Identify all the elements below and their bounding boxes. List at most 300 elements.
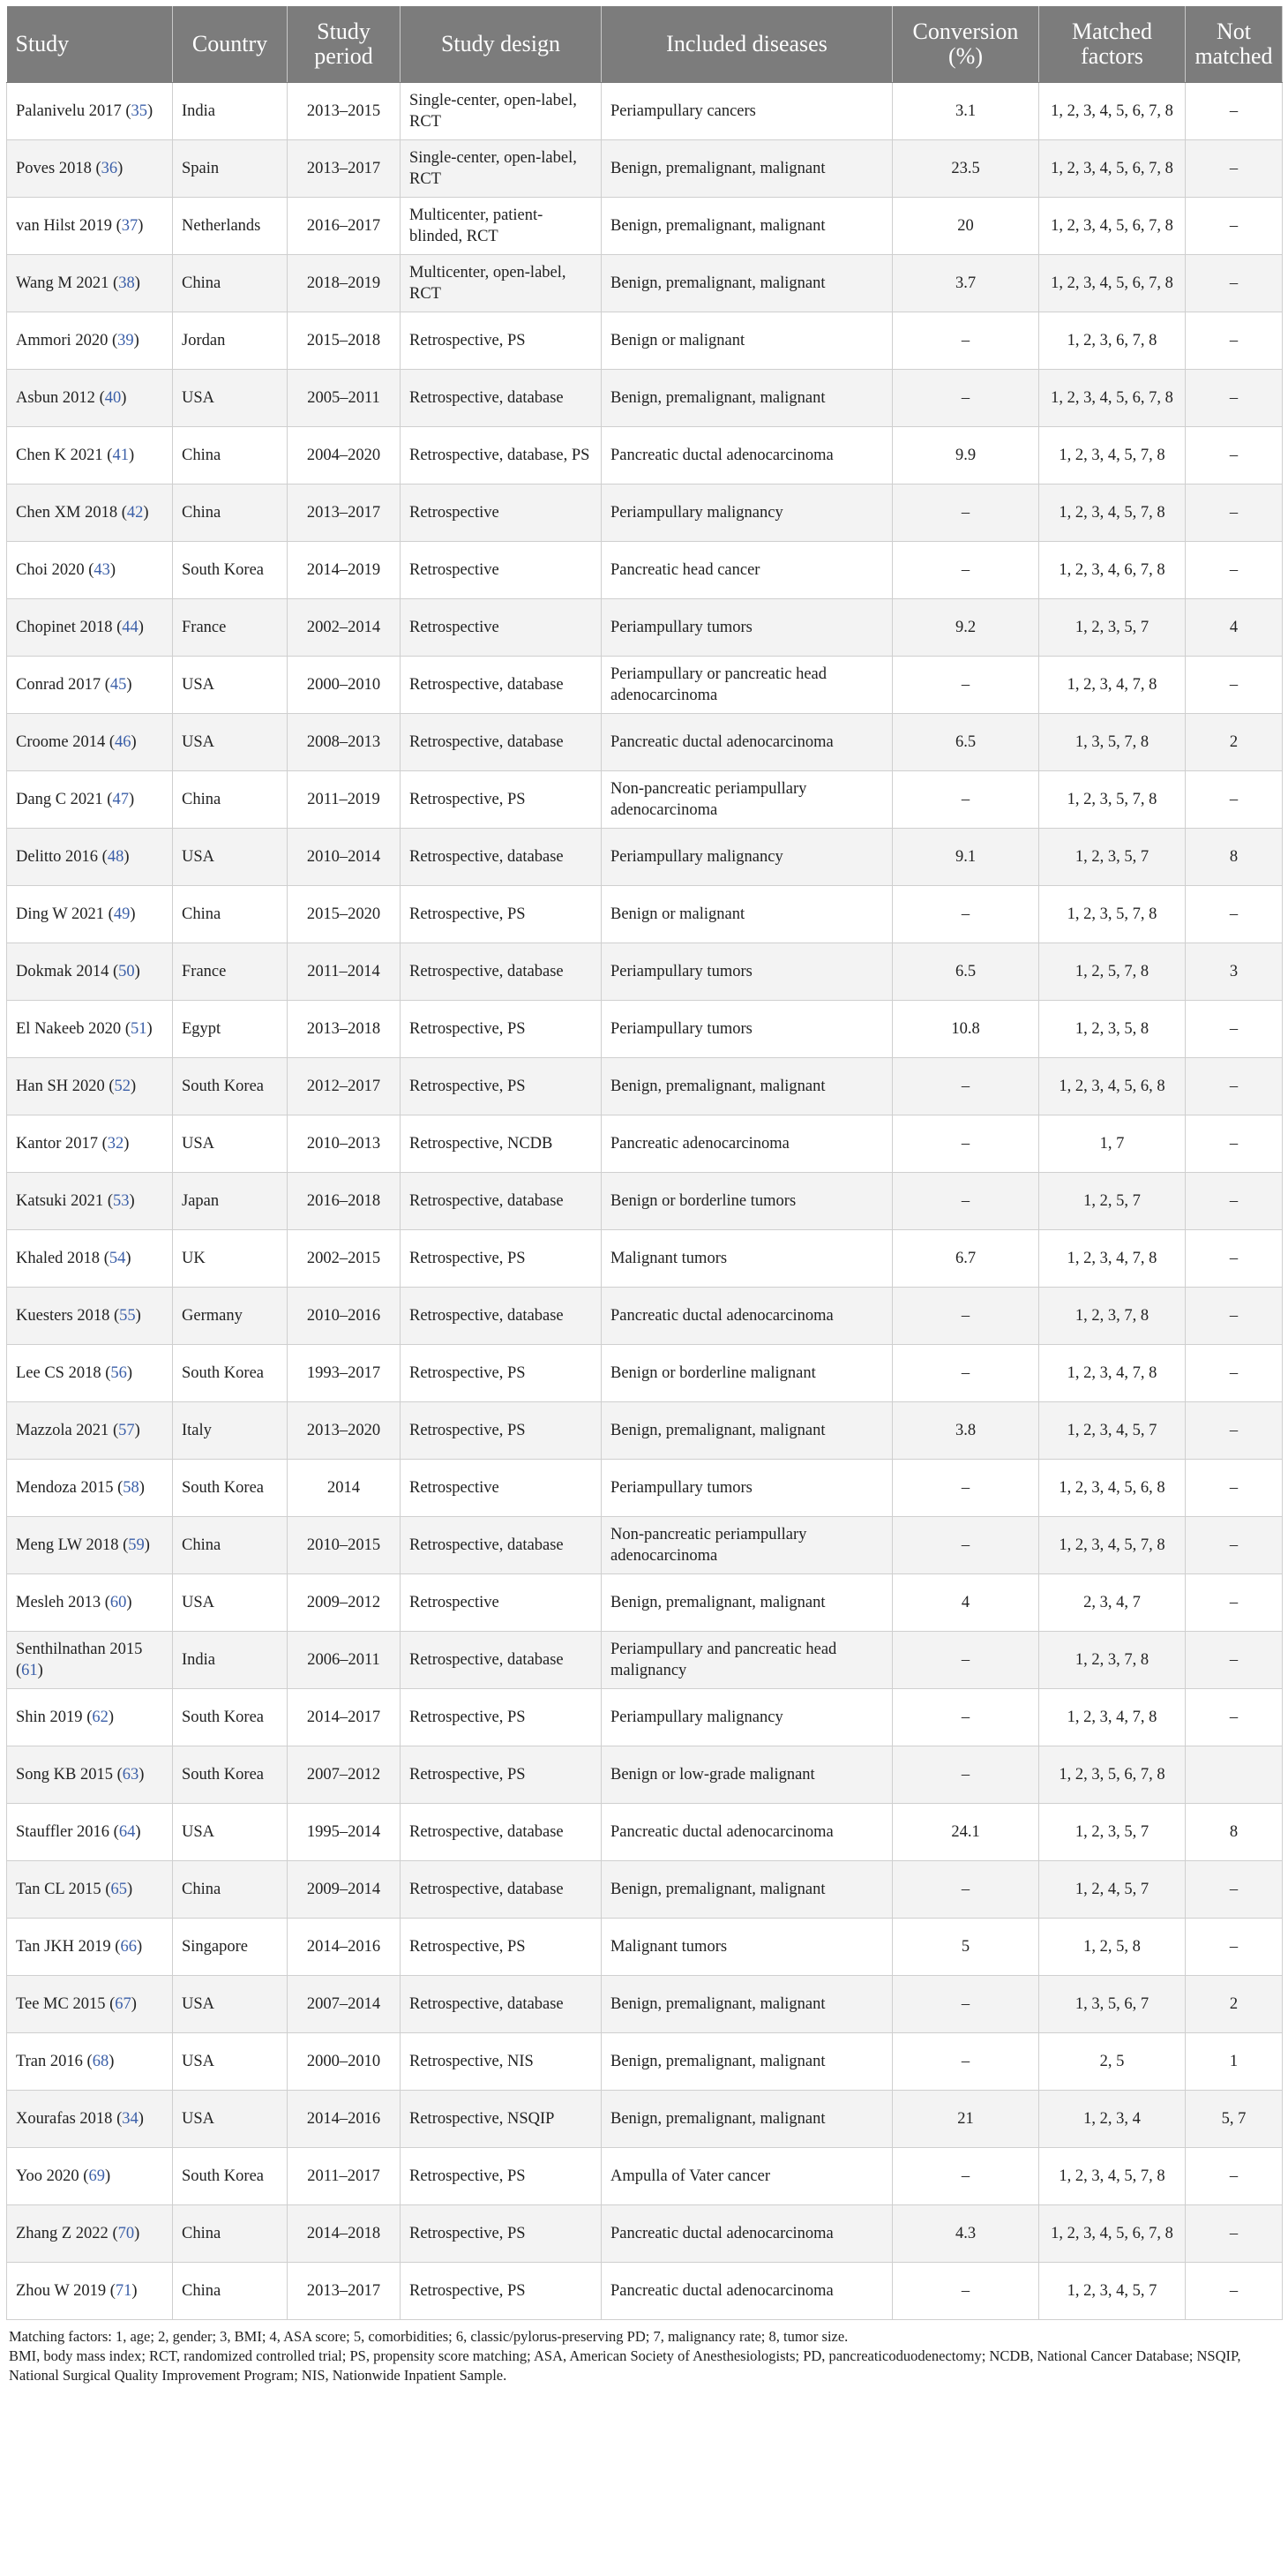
cell-study-period: 2014–2017 — [288, 1689, 401, 1746]
cell-conversion: – — [893, 1632, 1039, 1689]
cell-matched-factors: 2, 3, 4, 7 — [1039, 1574, 1186, 1632]
cell-country: UK — [173, 1230, 288, 1288]
cell-study-period: 2007–2014 — [288, 1976, 401, 2033]
cell-matched-factors: 1, 2, 3, 4, 5, 6, 8 — [1039, 1058, 1186, 1115]
study-name: Meng LW 2018 — [16, 1536, 119, 1554]
table-row — [7, 2033, 1283, 2091]
cell-included-diseases: Pancreatic ductal adenocarcinoma — [602, 2205, 893, 2263]
cell-matched-factors: 1, 2, 3, 4, 7, 8 — [1039, 1230, 1186, 1288]
cell-included-diseases: Pancreatic adenocarcinoma — [602, 1115, 893, 1173]
cell-not-matched: – — [1186, 255, 1283, 312]
cell-conversion: – — [893, 1517, 1039, 1574]
cell-country: South Korea — [173, 1460, 288, 1517]
study-name: Yoo 2020 — [16, 2167, 79, 2185]
cell-conversion: – — [893, 657, 1039, 714]
reference-link[interactable]: 34 — [122, 2110, 139, 2128]
cell-included-diseases: Benign or borderline malignant — [602, 1345, 893, 1402]
reference-link[interactable]: 40 — [104, 389, 122, 407]
cell-study: Kuesters 2018 (55) — [7, 1288, 173, 1345]
reference-link[interactable]: 41 — [112, 447, 129, 464]
cell-study: Croome 2014 (46) — [7, 714, 173, 771]
cell-study: Zhang Z 2022 (70) — [7, 2205, 173, 2263]
cell-study: Shin 2019 (62) — [7, 1689, 173, 1746]
cell-conversion: 20 — [893, 198, 1039, 255]
reference-link[interactable]: 44 — [122, 619, 139, 636]
cell-study: Choi 2020 (43) — [7, 542, 173, 599]
cell-matched-factors: 1, 3, 5, 6, 7 — [1039, 1976, 1186, 2033]
cell-study-design: Retrospective, database — [401, 1976, 602, 2033]
cell-not-matched: – — [1186, 771, 1283, 829]
table-row — [7, 771, 1283, 829]
cell-study-design: Retrospective, NCDB — [401, 1115, 602, 1173]
study-name: Kuesters 2018 — [16, 1307, 110, 1325]
cell-study: Yoo 2020 (69) — [7, 2148, 173, 2205]
reference-link[interactable]: 54 — [109, 1250, 126, 1267]
cell-matched-factors: 1, 2, 3, 5, 7, 8 — [1039, 886, 1186, 943]
cell-study-period: 2010–2016 — [288, 1288, 401, 1345]
cell-matched-factors: 1, 2, 3, 4, 7, 8 — [1039, 657, 1186, 714]
cell-not-matched: – — [1186, 1689, 1283, 1746]
table-row — [7, 312, 1283, 370]
table-row — [7, 1632, 1283, 1689]
cell-country: USA — [173, 657, 288, 714]
cell-not-matched: 8 — [1186, 829, 1283, 886]
cell-included-diseases: Benign, premalignant, malignant — [602, 1058, 893, 1115]
header-study: Study — [7, 6, 173, 83]
cell-conversion: 4.3 — [893, 2205, 1039, 2263]
cell-not-matched: – — [1186, 1288, 1283, 1345]
cell-not-matched: 2 — [1186, 714, 1283, 771]
cell-study: Han SH 2020 (52) — [7, 1058, 173, 1115]
cell-study: Stauffler 2016 (64) — [7, 1804, 173, 1861]
cell-included-diseases: Benign or low-grade malignant — [602, 1746, 893, 1804]
cell-study-design: Retrospective, PS — [401, 1919, 602, 1976]
cell-study-period: 2005–2011 — [288, 370, 401, 427]
study-name: Khaled 2018 — [16, 1250, 101, 1267]
cell-matched-factors: 1, 2, 3, 7, 8 — [1039, 1288, 1186, 1345]
reference-link[interactable]: 57 — [118, 1422, 135, 1439]
cell-study-period: 2013–2017 — [288, 484, 401, 542]
table-row — [7, 886, 1283, 943]
cell-matched-factors: 1, 2, 3, 4, 7, 8 — [1039, 1689, 1186, 1746]
study-name: Delitto 2016 — [16, 848, 99, 866]
reference-link[interactable]: 53 — [112, 1192, 130, 1210]
cell-not-matched: – — [1186, 1402, 1283, 1460]
study-name: Mendoza 2015 — [16, 1479, 114, 1497]
cell-country: Netherlands — [173, 198, 288, 255]
cell-matched-factors: 1, 2, 3, 5, 7 — [1039, 599, 1186, 657]
footnote-matching-factors: Matching factors: 1, age; 2, gender; 3, BMI; 4, ASA score; 5, comorbidities; 6, classic/pylorus-preserving PD; 7, malignancy rate; 8, tumor size. — [9, 2328, 849, 2345]
cell-study-design: Retrospective, PS — [401, 2148, 602, 2205]
cell-included-diseases: Benign or malignant — [602, 886, 893, 943]
cell-conversion: – — [893, 542, 1039, 599]
cell-not-matched: – — [1186, 886, 1283, 943]
cell-included-diseases: Pancreatic ductal adenocarcinoma — [602, 1288, 893, 1345]
cell-matched-factors: 1, 2, 3, 4, 5, 6, 7, 8 — [1039, 140, 1186, 198]
reference-link[interactable]: 38 — [118, 274, 135, 292]
cell-matched-factors: 1, 2, 3, 4, 5, 6, 7, 8 — [1039, 2205, 1186, 2263]
table-row — [7, 1402, 1283, 1460]
cell-matched-factors: 1, 2, 3, 4, 5, 7 — [1039, 1402, 1186, 1460]
cell-study-design: Retrospective, PS — [401, 1746, 602, 1804]
cell-conversion: 5 — [893, 1919, 1039, 1976]
study-name: Tan JKH 2019 — [16, 1938, 111, 1956]
cell-conversion: 24.1 — [893, 1804, 1039, 1861]
cell-conversion: – — [893, 1689, 1039, 1746]
cell-conversion: 6.5 — [893, 943, 1039, 1001]
cell-study-design: Retrospective, database — [401, 1632, 602, 1689]
cell-study-design: Retrospective, PS — [401, 1345, 602, 1402]
cell-conversion: – — [893, 1115, 1039, 1173]
reference-link[interactable]: 47 — [112, 791, 129, 808]
study-name: Tee MC 2015 — [16, 1995, 106, 2013]
cell-study-period: 2014–2018 — [288, 2205, 401, 2263]
cell-country: India — [173, 1632, 288, 1689]
cell-included-diseases: Malignant tumors — [602, 1230, 893, 1288]
cell-study: Mendoza 2015 (58) — [7, 1460, 173, 1517]
cell-study-period: 2002–2015 — [288, 1230, 401, 1288]
study-name: Chopinet 2018 — [16, 619, 113, 636]
cell-study: Xourafas 2018 (34) — [7, 2091, 173, 2148]
reference-link[interactable]: 67 — [115, 1995, 131, 2013]
cell-not-matched: – — [1186, 83, 1283, 140]
cell-not-matched: – — [1186, 1919, 1283, 1976]
header-included-diseases: Included diseases — [602, 6, 893, 83]
table-row — [7, 943, 1283, 1001]
cell-included-diseases: Benign or borderline tumors — [602, 1173, 893, 1230]
cell-conversion: – — [893, 484, 1039, 542]
cell-included-diseases: Periampullary tumors — [602, 1001, 893, 1058]
cell-study-period: 2013–2017 — [288, 140, 401, 198]
cell-study-period: 2009–2012 — [288, 1574, 401, 1632]
cell-included-diseases: Benign, premalignant, malignant — [602, 255, 893, 312]
table-header-row — [7, 6, 1283, 83]
cell-matched-factors: 1, 2, 3, 4, 7, 8 — [1039, 1345, 1186, 1402]
cell-study-design: Retrospective, PS — [401, 1230, 602, 1288]
cell-included-diseases: Benign, premalignant, malignant — [602, 1402, 893, 1460]
table-row — [7, 1173, 1283, 1230]
cell-matched-factors: 1, 2, 5, 7 — [1039, 1173, 1186, 1230]
cell-not-matched: – — [1186, 370, 1283, 427]
cell-country: India — [173, 83, 288, 140]
cell-included-diseases: Benign, premalignant, malignant — [602, 1976, 893, 2033]
reference-link[interactable]: 52 — [114, 1078, 131, 1095]
reference-link[interactable]: 58 — [123, 1479, 139, 1497]
cell-country: USA — [173, 2091, 288, 2148]
cell-study: Ding W 2021 (49) — [7, 886, 173, 943]
cell-conversion: 9.1 — [893, 829, 1039, 886]
header-conversion: Conversion (%) — [893, 6, 1039, 83]
reference-link[interactable]: 69 — [88, 2167, 105, 2185]
cell-not-matched: – — [1186, 2148, 1283, 2205]
cell-conversion: – — [893, 771, 1039, 829]
cell-study-design: Single-center, open-label, RCT — [401, 140, 602, 198]
cell-included-diseases: Non-pancreatic periampullary adenocarcinoma — [602, 1517, 893, 1574]
reference-link[interactable]: 32 — [107, 1135, 124, 1153]
cell-included-diseases: Periampullary cancers — [602, 83, 893, 140]
cell-matched-factors: 1, 2, 3, 4, 5, 6, 8 — [1039, 1460, 1186, 1517]
reference-link[interactable]: 63 — [122, 1766, 139, 1784]
cell-study-period: 2015–2018 — [288, 312, 401, 370]
cell-country: South Korea — [173, 1689, 288, 1746]
study-name: Zhou W 2019 — [16, 2282, 107, 2300]
study-name: Mazzola 2021 — [16, 1422, 109, 1439]
cell-study-period: 2002–2014 — [288, 599, 401, 657]
reference-link[interactable]: 62 — [92, 1709, 109, 1726]
cell-study-design: Retrospective, PS — [401, 2205, 602, 2263]
cell-conversion: – — [893, 370, 1039, 427]
cell-included-diseases: Periampullary malignancy — [602, 484, 893, 542]
table-row — [7, 1517, 1283, 1574]
cell-study-period: 2015–2020 — [288, 886, 401, 943]
cell-study-period: 2012–2017 — [288, 1058, 401, 1115]
cell-country: USA — [173, 1115, 288, 1173]
cell-study-design: Retrospective, PS — [401, 1689, 602, 1746]
cell-conversion: 9.9 — [893, 427, 1039, 484]
cell-conversion: 3.8 — [893, 1402, 1039, 1460]
cell-conversion: – — [893, 886, 1039, 943]
reference-link[interactable]: 49 — [113, 905, 131, 923]
cell-not-matched: – — [1186, 1632, 1283, 1689]
cell-not-matched: – — [1186, 312, 1283, 370]
reference-link[interactable]: 70 — [117, 2225, 135, 2242]
cell-included-diseases: Benign, premalignant, malignant — [602, 2033, 893, 2091]
table-row — [7, 542, 1283, 599]
study-name: Palanivelu 2017 — [16, 102, 122, 120]
cell-country: China — [173, 1517, 288, 1574]
cell-country: USA — [173, 1976, 288, 2033]
cell-matched-factors: 1, 2, 5, 7, 8 — [1039, 943, 1186, 1001]
cell-not-matched: – — [1186, 1517, 1283, 1574]
cell-study-design: Retrospective — [401, 1574, 602, 1632]
cell-not-matched: – — [1186, 484, 1283, 542]
cell-study-period: 2013–2017 — [288, 2263, 401, 2320]
reference-link[interactable]: 71 — [115, 2282, 132, 2300]
cell-included-diseases: Non-pancreatic periampullary adenocarcinoma — [602, 771, 893, 829]
cell-study: Senthilnathan 2015 (61) — [7, 1632, 173, 1689]
cell-conversion: – — [893, 1345, 1039, 1402]
cell-country: China — [173, 886, 288, 943]
study-name: Shin 2019 — [16, 1709, 83, 1726]
reference-link[interactable]: 46 — [115, 733, 131, 751]
study-name: Chen K 2021 — [16, 447, 103, 464]
study-name: Zhang Z 2022 — [16, 2225, 109, 2242]
cell-study-period: 1993–2017 — [288, 1345, 401, 1402]
cell-conversion: – — [893, 1173, 1039, 1230]
cell-not-matched: – — [1186, 1058, 1283, 1115]
reference-link[interactable]: 61 — [21, 1662, 38, 1679]
study-name: Stauffler 2016 — [16, 1823, 110, 1841]
document — [6, 6, 1282, 2385]
cell-conversion: 3.7 — [893, 255, 1039, 312]
table-row — [7, 2263, 1283, 2320]
cell-study-period: 2014–2019 — [288, 542, 401, 599]
table-row — [7, 1861, 1283, 1919]
cell-not-matched: – — [1186, 1345, 1283, 1402]
reference-link[interactable]: 51 — [130, 1020, 147, 1038]
cell-study-design: Retrospective, database — [401, 1517, 602, 1574]
study-name: Wang M 2021 — [16, 274, 109, 292]
reference-link[interactable]: 42 — [126, 504, 144, 522]
cell-matched-factors: 1, 2, 3, 5, 8 — [1039, 1001, 1186, 1058]
study-name: Lee CS 2018 — [16, 1364, 101, 1382]
cell-country: USA — [173, 1574, 288, 1632]
table-row — [7, 2148, 1283, 2205]
cell-conversion: 6.7 — [893, 1230, 1039, 1288]
cell-conversion: 9.2 — [893, 599, 1039, 657]
cell-matched-factors: 1, 2, 3, 4, 5, 6, 7, 8 — [1039, 83, 1186, 140]
cell-conversion: 23.5 — [893, 140, 1039, 198]
cell-not-matched: – — [1186, 427, 1283, 484]
study-name: Xourafas 2018 — [16, 2110, 113, 2128]
cell-study-period: 2016–2018 — [288, 1173, 401, 1230]
cell-matched-factors: 1, 2, 3, 6, 7, 8 — [1039, 312, 1186, 370]
cell-country: South Korea — [173, 1746, 288, 1804]
reference-link[interactable]: 36 — [101, 160, 118, 177]
cell-study-period: 2004–2020 — [288, 427, 401, 484]
cell-not-matched: – — [1186, 657, 1283, 714]
table-row — [7, 1976, 1283, 2033]
reference-link[interactable]: 43 — [94, 561, 110, 579]
table-row — [7, 484, 1283, 542]
cell-study: Conrad 2017 (45) — [7, 657, 173, 714]
cell-study: Mesleh 2013 (60) — [7, 1574, 173, 1632]
study-name: Poves 2018 — [16, 160, 92, 177]
cell-study-design: Retrospective, PS — [401, 771, 602, 829]
reference-link[interactable]: 39 — [117, 332, 134, 349]
cell-study: Meng LW 2018 (59) — [7, 1517, 173, 1574]
cell-study: Song KB 2015 (63) — [7, 1746, 173, 1804]
table-row — [7, 1804, 1283, 1861]
cell-study-design: Retrospective, database — [401, 370, 602, 427]
study-name: Chen XM 2018 — [16, 504, 118, 522]
cell-country: China — [173, 1861, 288, 1919]
cell-study-period: 2008–2013 — [288, 714, 401, 771]
reference-link[interactable]: 66 — [120, 1938, 137, 1956]
reference-link[interactable]: 35 — [131, 102, 148, 120]
reference-link[interactable]: 48 — [107, 848, 124, 866]
cell-country: Singapore — [173, 1919, 288, 1976]
cell-not-matched: – — [1186, 1460, 1283, 1517]
cell-conversion: – — [893, 1976, 1039, 2033]
cell-not-matched: – — [1186, 1001, 1283, 1058]
cell-conversion: 6.5 — [893, 714, 1039, 771]
reference-link[interactable]: 59 — [128, 1536, 145, 1554]
study-name: Ammori 2020 — [16, 332, 109, 349]
table-row — [7, 657, 1283, 714]
study-name: El Nakeeb 2020 — [16, 1020, 122, 1038]
study-name: Choi 2020 — [16, 561, 85, 579]
reference-link[interactable]: 37 — [121, 217, 139, 235]
cell-study-period: 2006–2011 — [288, 1632, 401, 1689]
table-row — [7, 255, 1283, 312]
cell-country: China — [173, 427, 288, 484]
cell-not-matched: – — [1186, 1173, 1283, 1230]
cell-not-matched: – — [1186, 1115, 1283, 1173]
cell-study-period: 2000–2010 — [288, 2033, 401, 2091]
cell-study: Dang C 2021 (47) — [7, 771, 173, 829]
study-name: Tran 2016 — [16, 2053, 83, 2070]
cell-study: Wang M 2021 (38) — [7, 255, 173, 312]
table-row — [7, 1288, 1283, 1345]
study-name: Conrad 2017 — [16, 676, 101, 694]
cell-study-period: 2014 — [288, 1460, 401, 1517]
cell-matched-factors: 1, 2, 3, 5, 7, 8 — [1039, 771, 1186, 829]
reference-link[interactable]: 45 — [109, 676, 127, 694]
cell-not-matched: 2 — [1186, 1976, 1283, 2033]
table-row — [7, 1689, 1283, 1746]
cell-not-matched: – — [1186, 1861, 1283, 1919]
cell-not-matched: 3 — [1186, 943, 1283, 1001]
cell-study-design: Retrospective, database — [401, 1861, 602, 1919]
reference-link[interactable]: 65 — [110, 1881, 127, 1898]
cell-study-design: Retrospective, PS — [401, 312, 602, 370]
cell-matched-factors: 1, 2, 3, 5, 7 — [1039, 829, 1186, 886]
cell-included-diseases: Benign, premalignant, malignant — [602, 1574, 893, 1632]
cell-study-design: Retrospective, PS — [401, 886, 602, 943]
study-name: van Hilst 2019 — [16, 217, 112, 235]
reference-link[interactable]: 55 — [119, 1307, 136, 1325]
cell-study-design: Retrospective, PS — [401, 1058, 602, 1115]
cell-study: Tan CL 2015 (65) — [7, 1861, 173, 1919]
cell-study-design: Retrospective, database, PS — [401, 427, 602, 484]
reference-link[interactable]: 60 — [109, 1594, 127, 1611]
cell-included-diseases: Pancreatic ductal adenocarcinoma — [602, 2263, 893, 2320]
cell-study-design: Retrospective, NIS — [401, 2033, 602, 2091]
study-name: Asbun 2012 — [16, 389, 95, 407]
table-row — [7, 140, 1283, 198]
cell-study-design: Retrospective — [401, 484, 602, 542]
footnote-abbreviations: BMI, body mass index; RCT, randomized controlled trial; PS, propensity score matching; ASA, American Society of Anesthesiologists; PD, pancreaticoduodenectomy; NCDB, National Cancer Database; NSQIP, National Surgical Quality Improvement Program; NIS, Nationwide Inpatient Sample. — [9, 2347, 1241, 2384]
table-row — [7, 1115, 1283, 1173]
cell-study-design: Single-center, open-label, RCT — [401, 83, 602, 140]
cell-study-period: 2011–2019 — [288, 771, 401, 829]
cell-country: Spain — [173, 140, 288, 198]
cell-study-design: Retrospective, NSQIP — [401, 2091, 602, 2148]
reference-link[interactable]: 68 — [92, 2053, 109, 2070]
cell-study-design: Retrospective — [401, 599, 602, 657]
cell-conversion: 3.1 — [893, 83, 1039, 140]
cell-included-diseases: Periampullary malignancy — [602, 829, 893, 886]
table-footnotes — [6, 2327, 1282, 2385]
cell-matched-factors: 2, 5 — [1039, 2033, 1186, 2091]
cell-matched-factors: 1, 2, 3, 5, 7 — [1039, 1804, 1186, 1861]
cell-included-diseases: Pancreatic head cancer — [602, 542, 893, 599]
cell-matched-factors: 1, 2, 3, 4, 6, 7, 8 — [1039, 542, 1186, 599]
cell-study-period: 2011–2017 — [288, 2148, 401, 2205]
cell-country: USA — [173, 2033, 288, 2091]
reference-link[interactable]: 64 — [118, 1823, 136, 1841]
cell-study: Delitto 2016 (48) — [7, 829, 173, 886]
cell-study-design: Retrospective — [401, 1460, 602, 1517]
cell-study: Kantor 2017 (32) — [7, 1115, 173, 1173]
header-study-design: Study design — [401, 6, 602, 83]
reference-link[interactable]: 50 — [118, 963, 135, 980]
table-row — [7, 829, 1283, 886]
cell-matched-factors: 1, 2, 3, 4 — [1039, 2091, 1186, 2148]
study-name: Tan CL 2015 — [16, 1881, 101, 1898]
table-row — [7, 1746, 1283, 1804]
cell-study-period: 2013–2015 — [288, 83, 401, 140]
cell-study-period: 2016–2017 — [288, 198, 401, 255]
cell-study-period: 2013–2018 — [288, 1001, 401, 1058]
cell-conversion: – — [893, 2263, 1039, 2320]
cell-conversion: – — [893, 1460, 1039, 1517]
table-row — [7, 1919, 1283, 1976]
reference-link[interactable]: 56 — [110, 1364, 127, 1382]
cell-country: Italy — [173, 1402, 288, 1460]
cell-country: Germany — [173, 1288, 288, 1345]
